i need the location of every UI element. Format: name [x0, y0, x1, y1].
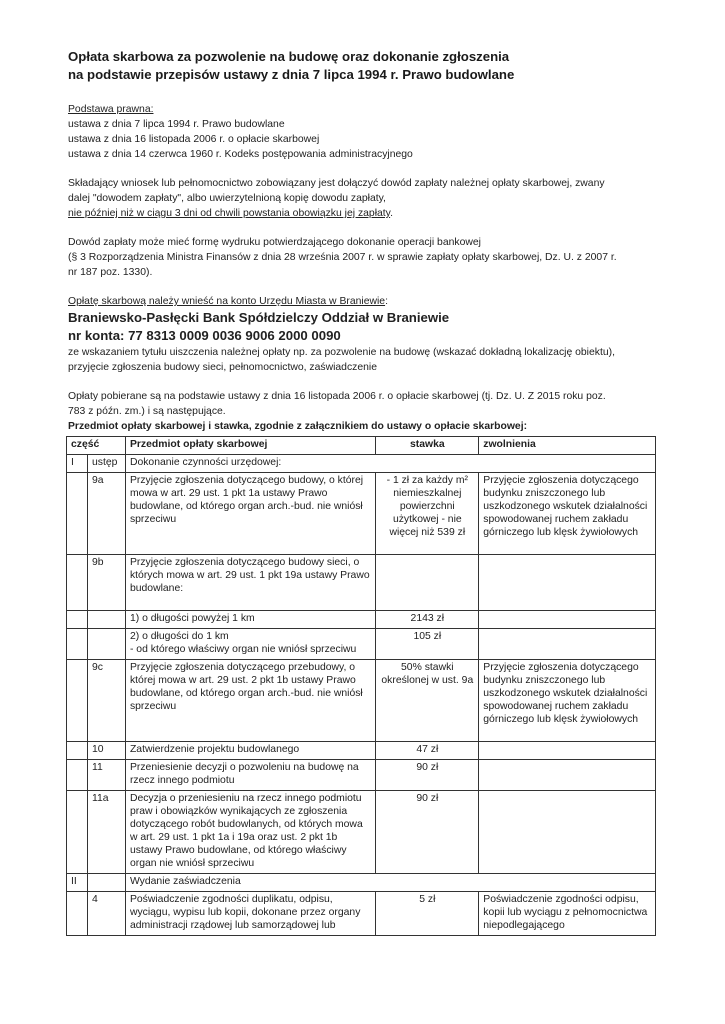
- header-rate: stawka: [376, 437, 479, 455]
- table-row: [67, 473, 656, 555]
- table-row: [67, 791, 656, 874]
- cell-empty: [67, 791, 88, 874]
- row-exemptions: Przyjęcie zgłoszenia dotyczącego budynku zniszczonego lub uszkodzonego wskutek działalności spowodowanej ruchem zakładu górniczego lub klęsk żywiołowych: [479, 660, 656, 742]
- legal-basis-label: Podstawa prawna:: [68, 104, 154, 115]
- document-page: [68, 48, 668, 434]
- row-subject: Zatwierdzenie projektu budowlanego: [125, 742, 375, 760]
- row-number: 4: [87, 892, 125, 936]
- bank-name: Braniewsko-Pasłęcki Bank Spółdzielczy Oddział w Braniewie: [68, 310, 450, 325]
- cell-empty: [67, 473, 88, 555]
- proof-line: dalej "dowodem zapłaty", albo uwierzytelnioną kopię dowodu zapłaty,: [68, 193, 386, 204]
- row-rate: 50% stawki określonej w ust. 9a: [376, 660, 479, 742]
- section-title: Dokonanie czynności urzędowej:: [125, 455, 655, 473]
- cell-empty: [479, 629, 656, 660]
- table-row: [67, 660, 656, 742]
- payment-section: [68, 294, 668, 375]
- row-rate: - 1 zł za każdy m² niemieszkalnej powierzchni użytkowej - nie więcej niż 539 zł: [376, 473, 479, 555]
- row-subject: Przyjęcie zgłoszenia dotyczącego budowy sieci, o których mowa w art. 29 ust. 1 pkt 19a ustawy Prawo budowlane:: [125, 555, 375, 611]
- legal-basis-section: [68, 102, 668, 162]
- row-exemptions: Przyjęcie zgłoszenia dotyczącego budynku zniszczonego lub uszkodzonego wskutek działalności spowodowanej ruchem zakładu górniczego lub klęsk żywiołowych: [479, 473, 656, 555]
- fees-table: [66, 436, 656, 936]
- cell-empty: [479, 611, 656, 629]
- row-subject: 1) o długości powyżej 1 km: [125, 611, 375, 629]
- row-subject-line: 2) o długości do 1 km: [129, 631, 229, 642]
- section-title: Wydanie zaświadczenia: [125, 874, 655, 892]
- cell-empty: [67, 742, 88, 760]
- bank-proof-section: [68, 235, 668, 280]
- row-rate: 90 zł: [376, 791, 479, 874]
- cell-empty: [67, 611, 88, 629]
- bank-proof-line: nr 187 poz. 1330).: [68, 267, 153, 278]
- legal-basis-item: ustawa z dnia 16 listopada 2006 r. o opłacie skarbowej: [68, 134, 320, 145]
- table-row: [67, 742, 656, 760]
- row-exemptions: Poświadczenie zgodności odpisu, kopii lub wyciągu z pełnomocnictwa niepodlegającego: [479, 892, 656, 936]
- fees-intro-line: 783 z późn. zm.) i są następujące.: [68, 406, 226, 417]
- cell-empty: [67, 629, 88, 660]
- legal-basis-item: ustawa z dnia 7 lipca 1994 r. Prawo budowlane: [68, 119, 285, 130]
- proof-section: [68, 176, 668, 221]
- cell-empty: [67, 555, 88, 611]
- row-number: 10: [87, 742, 125, 760]
- section-number: II: [67, 874, 88, 892]
- row-subject: Poświadczenie zgodności duplikatu, odpisu, wyciągu, wypisu lub kopii, dokonane przez organy administracji rządowej lub samorządowej lub: [125, 892, 375, 936]
- table-row: [67, 611, 656, 629]
- header-part: część: [67, 437, 126, 455]
- row-rate: 5 zł: [376, 892, 479, 936]
- row-number: 9a: [87, 473, 125, 555]
- header-subject: Przedmiot opłaty skarbowej: [125, 437, 375, 455]
- row-subject-line: - od którego właściwy organ nie wniósł sprzeciwu: [129, 644, 357, 655]
- bank-account-number: nr konta: 77 8313 0009 0036 9006 2000 0090: [68, 328, 341, 343]
- cell-empty: [376, 555, 479, 611]
- row-number: 11: [87, 760, 125, 791]
- row-number: 9b: [87, 555, 125, 611]
- row-subject: [125, 629, 375, 660]
- cell-empty: [67, 892, 88, 936]
- row-rate: 47 zł: [376, 742, 479, 760]
- table-row: [67, 555, 656, 611]
- row-rate: 90 zł: [376, 760, 479, 791]
- cell-empty: [479, 791, 656, 874]
- table-row: [67, 629, 656, 660]
- section-row: [67, 455, 656, 473]
- proof-deadline-text: nie później niż w ciągu 3 dni od chwili powstania obowiązku jej zapłaty: [68, 208, 391, 219]
- cell-empty: [87, 611, 125, 629]
- row-subject: Przyjęcie zgłoszenia dotyczącego budowy, o której mowa w art. 29 ust. 1 pkt 1a ustawy Prawo budowlane, od którego organ arch.-bud. nie wniósł sprzeciwu: [125, 473, 375, 555]
- fees-intro-line: Opłaty pobierane są na podstawie ustawy z dnia 16 listopada 2006 r. o opłacie skarbowej (tj. Dz. U. Z 2015 roku poz.: [68, 391, 606, 402]
- bank-proof-line: Dowód zapłaty może mieć formę wydruku potwierdzającego dokonanie operacji bankowej: [68, 237, 481, 248]
- row-subject: Przyjęcie zgłoszenia dotyczącego przebudowy, o której mowa w art. 29 ust. 2 pkt 1b ustawy Prawo budowlane, od którego organ arch.-bud. nie wniósł sprzeciwu: [125, 660, 375, 742]
- table-row: [67, 892, 656, 936]
- bank-proof-line: (§ 3 Rozporządzenia Ministra Finansów z dnia 28 września 2007 r. w sprawie zapłaty opłaty skarbowej, Dz. U. z 2007 r.: [68, 252, 617, 263]
- table-row: [67, 760, 656, 791]
- cell-empty: [479, 555, 656, 611]
- row-subject: Przeniesienie decyzji o pozwoleniu na budowę na rzecz innego podmiotu: [125, 760, 375, 791]
- cell-empty: [87, 629, 125, 660]
- cell-empty: [479, 760, 656, 791]
- fees-intro-section: [68, 389, 668, 434]
- row-number: 9c: [87, 660, 125, 742]
- payment-note: ze wskazaniem tytułu uiszczenia należnej opłaty np. za pozwolenie na budowę (wskazać dokładną lokalizację obiektu),: [68, 347, 615, 358]
- proof-deadline: [68, 206, 668, 221]
- cell-empty: [67, 660, 88, 742]
- payment-instruction-text: Opłatę skarbową należy wnieść na konto Urzędu Miasta w Braniewie: [68, 296, 386, 307]
- row-number: 11a: [87, 791, 125, 874]
- proof-deadline-end: .: [390, 208, 393, 219]
- cell-empty: [479, 742, 656, 760]
- proof-line: Składający wniosek lub pełnomocnictwo zobowiązany jest dołączyć dowód zapłaty należnej opłaty skarbowej, zwany: [68, 178, 605, 189]
- payment-instruction: [68, 294, 668, 309]
- section-row: [67, 874, 656, 892]
- cell-empty: [67, 760, 88, 791]
- section-step-label: ustęp: [87, 455, 125, 473]
- fees-table-heading: Przedmiot opłaty skarbowej i stawka, zgodnie z załącznikiem do ustawy o opłacie skarbowej:: [68, 421, 528, 432]
- row-rate: 105 zł: [376, 629, 479, 660]
- document-title-line1: Opłata skarbowa za pozwolenie na budowę oraz dokonanie zgłoszenia: [68, 49, 510, 64]
- payment-instruction-end: :: [385, 296, 388, 307]
- header-exemptions: zwolnienia: [479, 437, 656, 455]
- row-rate: 2143 zł: [376, 611, 479, 629]
- legal-basis-item: ustawa z dnia 14 czerwca 1960 r. Kodeks postępowania administracyjnego: [68, 149, 413, 160]
- cell-empty: [87, 874, 125, 892]
- payment-note: przyjęcie zgłoszenia budowy sieci, pełnomocnictwo, zaświadczenie: [68, 362, 377, 373]
- row-subject: Decyzja o przeniesieniu na rzecz innego podmiotu praw i obowiązków wynikających ze zgłoszenia dotyczącego robót budowlanych, od których mowa w art. 29 ust. 1 pkt 1a i 19a oraz ust. 2 pkt 1b ustawy Prawo budowlane, od którego właściwy organ nie wniósł sprzeciwu: [125, 791, 375, 874]
- table-header-row: [67, 437, 656, 455]
- document-title-line2: na podstawie przepisów ustawy z dnia 7 lipca 1994 r. Prawo budowlane: [68, 67, 515, 82]
- section-number: I: [67, 455, 88, 473]
